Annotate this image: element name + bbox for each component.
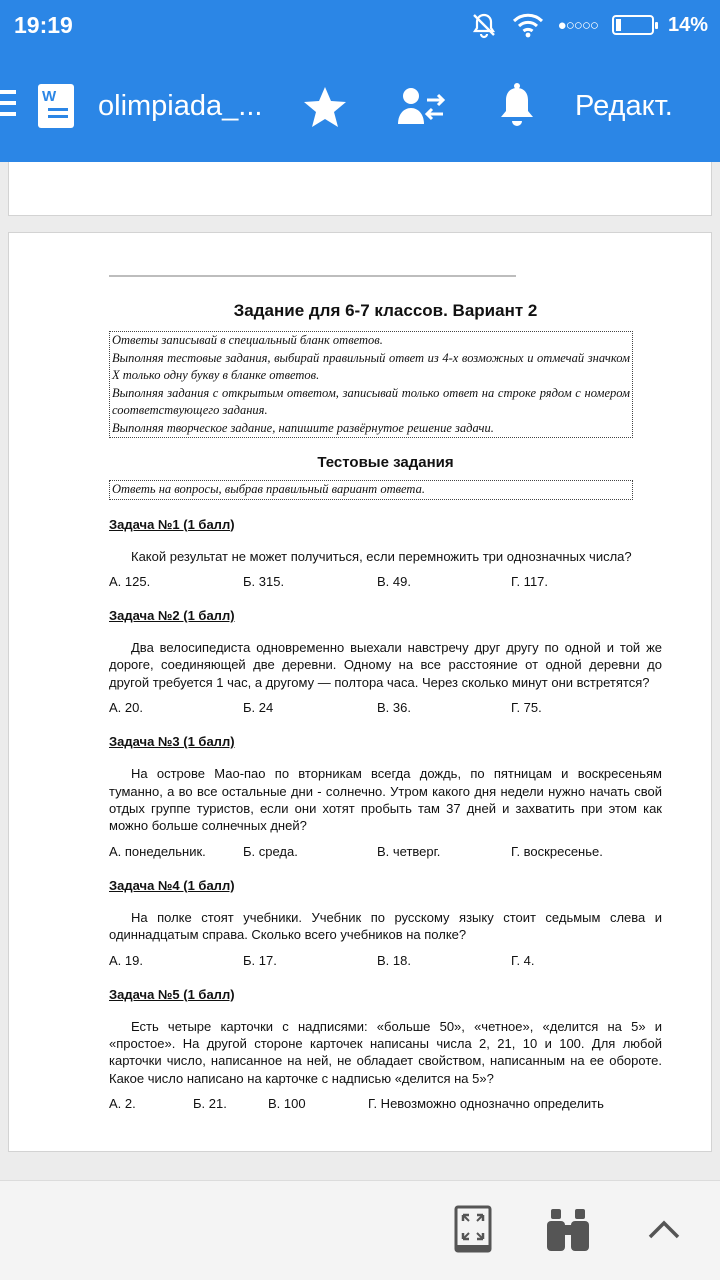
option: Б. 17. bbox=[243, 952, 277, 968]
option: В. 18. bbox=[377, 952, 411, 968]
task-3 bbox=[109, 733, 662, 861]
document-page bbox=[8, 232, 712, 1152]
option: А. 19. bbox=[109, 952, 143, 968]
task-options bbox=[109, 573, 662, 591]
battery-icon bbox=[612, 15, 654, 35]
document-title: olimpiada_... bbox=[98, 90, 263, 122]
binoculars-icon[interactable] bbox=[545, 1207, 591, 1253]
option: В. 100 bbox=[268, 1096, 306, 1112]
app-bar bbox=[0, 50, 720, 162]
task-2 bbox=[109, 607, 662, 717]
document-viewer[interactable] bbox=[0, 162, 720, 1180]
bottom-toolbar bbox=[0, 1180, 720, 1280]
task-title: Задача №3 (1 балл) bbox=[109, 734, 235, 750]
edit-button[interactable]: Редакт. bbox=[575, 90, 673, 122]
task-title: Задача №4 (1 балл) bbox=[109, 877, 235, 893]
task-question: Два велосипедиста одновременно выехали навстречу друг другу по одной и той же дороге, соединяющей две деревни. Одному на все расстояние от одной деревни до другой требуется 1 час, а другому — полтора часа. Через сколько минут они встретятся? bbox=[109, 639, 662, 690]
header-rule bbox=[109, 275, 516, 277]
task-options bbox=[109, 699, 662, 717]
menu-icon[interactable] bbox=[0, 90, 16, 120]
task-question: Есть четыре карточки с надписями: «больше 50», «четное», «делится на 5» и «простое». На другой стороне карточек написаны числа 2, 21, 10 и 100. Для любой карточки число, написанное на ней, не обладает свойством, написанным на ее обороте. Какое число написано на карточке с надписью «делится на 5»? bbox=[109, 1018, 662, 1086]
star-icon[interactable] bbox=[302, 84, 348, 130]
share-user-icon[interactable] bbox=[396, 84, 446, 130]
option: В. 36. bbox=[377, 700, 411, 716]
task-title: Задача №1 (1 балл) bbox=[109, 516, 235, 532]
option: А. 2. bbox=[109, 1096, 136, 1112]
intro-line: Ответы записывай в специальный бланк ответов. bbox=[112, 333, 383, 347]
option: А. понедельник. bbox=[109, 843, 206, 859]
option: А. 125. bbox=[109, 573, 151, 589]
page-content bbox=[109, 291, 662, 1113]
word-document-icon: W bbox=[38, 84, 74, 128]
task-options bbox=[109, 1095, 662, 1113]
option: Г. 75. bbox=[511, 700, 542, 716]
option: В. четверг. bbox=[377, 843, 441, 859]
status-icons bbox=[470, 10, 708, 40]
option: Г. 117. bbox=[511, 573, 549, 589]
fit-to-screen-icon[interactable] bbox=[454, 1205, 492, 1255]
bell-off-icon bbox=[470, 11, 498, 39]
task-question: На полке стоят учебники. Учебник по русскому языку стоит седьмым слева и одиннадцатым справа. Сколько всего учебников на полке? bbox=[109, 909, 662, 943]
wifi-icon bbox=[512, 12, 544, 38]
previous-page bbox=[8, 162, 712, 216]
option: А. 20. bbox=[109, 700, 143, 716]
bell-icon[interactable] bbox=[496, 82, 538, 130]
section-instruction: Ответь на вопросы, выбрав правильный вариант ответа. bbox=[109, 480, 633, 500]
battery-percent: 14% bbox=[667, 13, 708, 36]
task-4 bbox=[109, 877, 662, 970]
task-title: Задача №5 (1 балл) bbox=[109, 986, 235, 1002]
intro-line: Выполняя творческое задание, напишите развёрнутое решение задачи. bbox=[112, 420, 494, 435]
task-1 bbox=[109, 516, 662, 591]
intro-line: Выполняя тестовые задания, выбирай правильный ответ из 4-х возможных и отмечай значком X только одну букву в бланке ответов. bbox=[112, 350, 630, 382]
option: Г. Невозможно однозначно определить bbox=[368, 1096, 604, 1112]
chevron-up-icon[interactable] bbox=[646, 1211, 682, 1247]
option: Г. 4. bbox=[511, 952, 535, 968]
status-time: 19:19 bbox=[14, 12, 73, 38]
task-5 bbox=[109, 986, 662, 1114]
task-options bbox=[109, 843, 662, 861]
signal-dots: ●○○○○ bbox=[557, 16, 598, 34]
option: Б. 315. bbox=[243, 573, 285, 589]
option: В. 49. bbox=[377, 573, 411, 589]
section-title: Тестовые задания bbox=[317, 454, 454, 471]
status-bar bbox=[0, 0, 720, 50]
option: Г. воскресенье. bbox=[511, 843, 603, 859]
option: Б. среда. bbox=[243, 843, 298, 859]
task-question: На острове Мао-пао по вторникам всегда дождь, по пятницам и воскресеньям туманно, а во все остальные дни - солнечно. Утром какого дня недели нужно начать свой отдых группе туристов, если они хотят пробыть там 37 дней и захватить при этом как можно больше солнечных дней? bbox=[109, 766, 662, 834]
task-question: Какой результат не может получиться, если перемножить три однозначных числа? bbox=[131, 548, 632, 564]
task-title: Задача №2 (1 балл) bbox=[109, 607, 235, 623]
page-heading: Задание для 6-7 классов. Вариант 2 bbox=[233, 301, 538, 320]
intro-box bbox=[109, 331, 633, 438]
option: Б. 24 bbox=[243, 700, 274, 716]
option: Б. 21. bbox=[193, 1096, 227, 1112]
task-options bbox=[109, 952, 662, 970]
intro-line: Выполняя задания с открытым ответом, записывай только ответ на строке рядом с номером соответствующего задания. bbox=[112, 385, 630, 417]
